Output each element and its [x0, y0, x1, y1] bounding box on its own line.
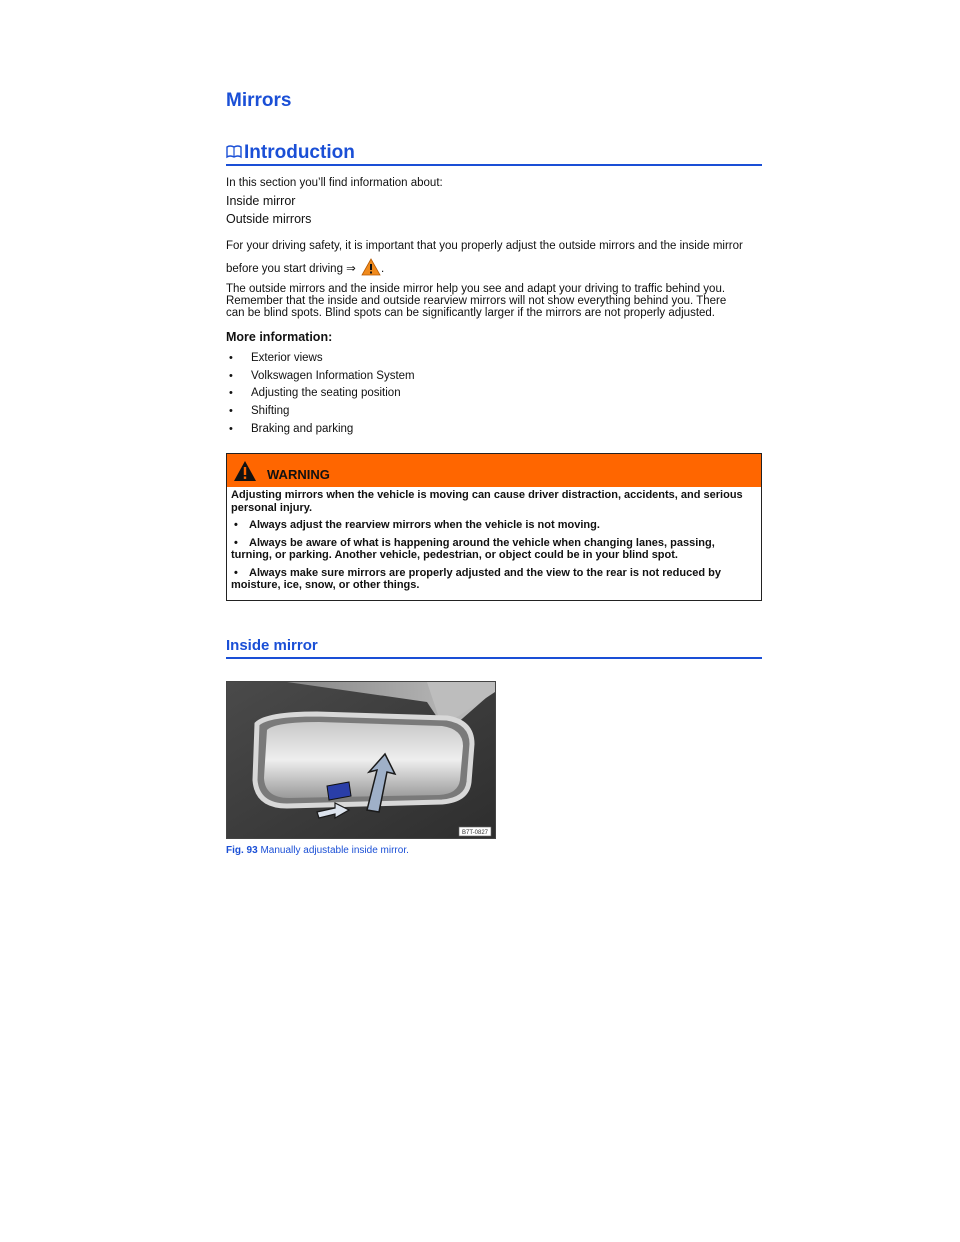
list-item[interactable]: [226, 422, 415, 440]
list-item-label: Exterior views: [251, 352, 323, 364]
bullet-icon: •: [229, 387, 233, 400]
section-heading-inside-mirror: Inside mirror: [226, 637, 762, 659]
warning-triangle-icon: [233, 460, 257, 482]
topic-link-inside-mirror[interactable]: Inside mirror: [226, 194, 296, 208]
intro-paragraph-end: .: [381, 263, 385, 275]
warning-body: [227, 487, 761, 592]
section-title: Introduction: [244, 142, 355, 163]
figure-label: Fig. 93: [226, 845, 258, 856]
section-heading-introduction: [226, 140, 762, 166]
warning-item: [231, 519, 757, 532]
list-item[interactable]: [226, 386, 415, 404]
list-item-label: Adjusting the seating position: [251, 387, 401, 400]
warning-box: [226, 453, 762, 601]
inside-mirror-illustration: [227, 682, 495, 838]
intro-paragraph-line: For your driving safety, it is important that you properly adjust the outside mirrors and the inside mirror: [226, 240, 743, 252]
list-item[interactable]: [226, 369, 415, 387]
warning-item-text: Always make sure mirrors are properly adjusted and the view to the rear is not reduced by moisture, ice, snow, or other things.: [231, 566, 721, 591]
figure-inside-mirror: [226, 681, 496, 839]
intro-lead: In this section you’ll find information about:: [226, 177, 443, 189]
warning-item-text: Always be aware of what is happening around the vehicle when changing lanes, passing, turning, or parking. Another vehicle, pedestrian, or object could be in your blind spot.: [231, 536, 715, 561]
warning-item: [231, 567, 757, 592]
bullet-icon: •: [231, 566, 238, 579]
intro-paragraph-text: before you start driving ⇒: [226, 263, 356, 275]
intro-paragraph-line: Remember that the inside and outside rearview mirrors will not show everything behind you. There: [226, 295, 727, 307]
bullet-icon: •: [229, 352, 233, 364]
bullet-icon: •: [231, 519, 238, 531]
warning-item: [231, 537, 757, 562]
page-title: Mirrors: [226, 90, 292, 111]
list-item-label: Braking and parking: [251, 422, 354, 435]
intro-paragraph-line: can be blind spots. Blind spots can be significantly larger if the mirrors are not properly adjusted.: [226, 307, 716, 319]
warning-lead: Adjusting mirrors when the vehicle is moving can cause driver distraction, accidents, and serious personal injury.: [231, 489, 743, 514]
more-information-list: [226, 351, 415, 439]
bullet-icon: •: [229, 422, 233, 435]
bullet-icon: •: [231, 536, 238, 549]
list-item-label: Shifting: [251, 405, 290, 418]
intro-paragraph-line: [226, 258, 384, 276]
more-information-heading: More information:: [226, 330, 333, 344]
list-item-label: Volkswagen Information System: [251, 369, 415, 382]
intro-paragraph-line: The outside mirrors and the inside mirror help you see and adapt your driving to traffic behind you.: [226, 283, 726, 295]
warning-triangle-icon[interactable]: [361, 258, 381, 276]
warning-header: [227, 454, 761, 487]
bullet-icon: •: [229, 405, 233, 418]
list-item[interactable]: [226, 404, 415, 422]
warning-title: WARNING: [267, 467, 330, 482]
figure-caption: [226, 845, 409, 856]
figure-code: B7T-0827: [461, 830, 489, 836]
warning-item-text: Always adjust the rearview mirrors when the vehicle is not moving.: [249, 519, 600, 531]
topic-link-outside-mirrors[interactable]: Outside mirrors: [226, 212, 312, 226]
figure-caption-text: Manually adjustable inside mirror.: [260, 845, 409, 856]
list-item[interactable]: [226, 351, 415, 369]
bullet-icon: •: [229, 369, 233, 382]
book-icon: [226, 145, 242, 159]
